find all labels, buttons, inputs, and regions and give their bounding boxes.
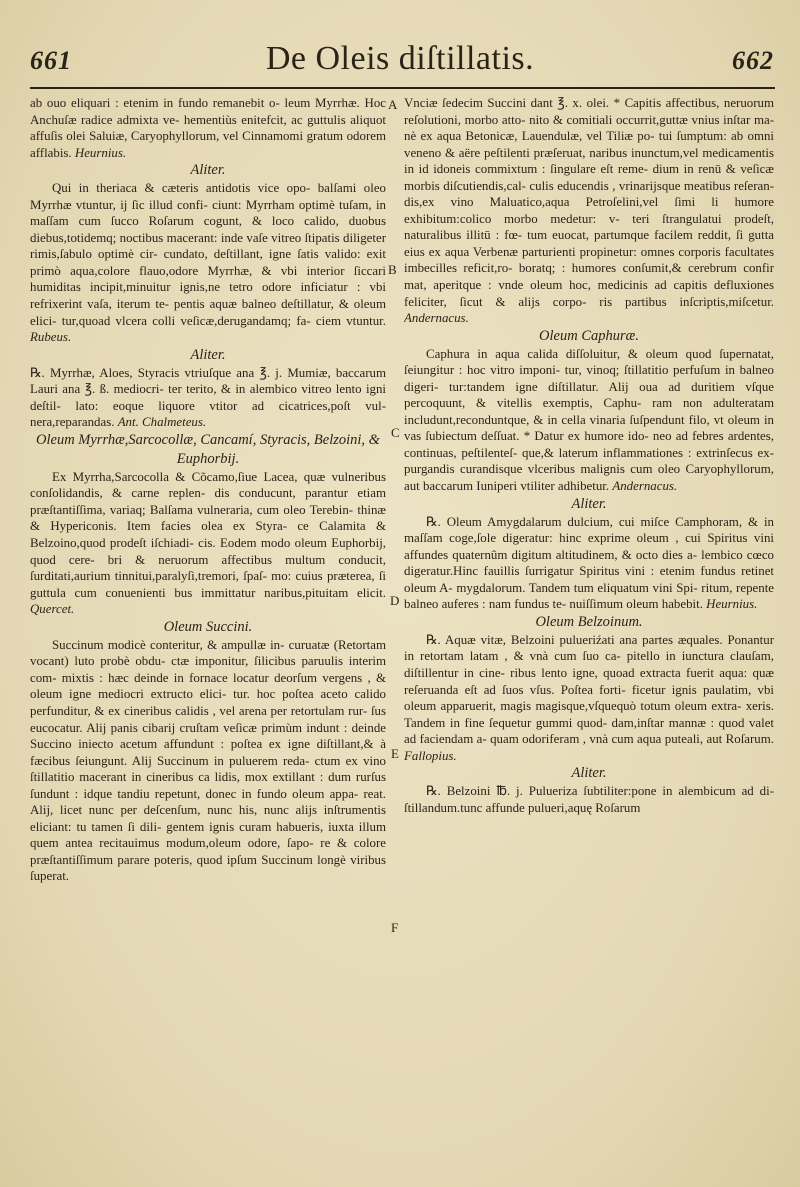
header-rule [30, 87, 775, 89]
section-heading: Oleum Caphuræ. [539, 327, 639, 344]
section-heading: Aliter. [190, 162, 226, 179]
section-heading: Oleum Succini. [163, 618, 253, 635]
page-number-left: 661 [30, 46, 72, 75]
running-title: De Oleis diſtillatis. [265, 40, 535, 77]
paragraph: Succinum modicè conteritur, & ampullæ in- curuatæ (Retortam vocant) luto probè obdu- ctæ imponitur, ſilicibus paruulis interim com- mixtis : hæc deinde in fornace locatur deorſum vergens , & oleum igne mediocri extructo elici- tur. hoc poſtea aceto calido perfunditur, & ex cineribus calidis , vel arena per retortulam rur- ſus eucocatur. Alij panis cibarij cruſtam veſicæ primùm indunt : deinde Succino iniecto acetum affundunt : poſtea ex igne diſtillant,& à fæcibus ſeiungunt. Alij Succinum in puluerem reda- ctum ex vino ſtillatitio macerant in cineribus ca lidis, mox extillant : dum rurſus ſundunt : idque tandiu repetunt, donec in fundo oleum appa- reat. Alij, licet nunc per deſcenſum, nunc his, nunc alijs inſtrumentis eliciant: tu tamen ſi dili- gentem ignis curam habueris, iuxta illum quem antea recitauimus modum,oleum odore, ſapo- re & colore præſtantiſſimum parare poteris, quod ipſum Succinum longè viribus ſuperat. [30, 637, 386, 884]
paragraph: Vnciæ ſedecim Succini dant ℥. x. olei. * Capitis affectibus, neruorum reſolutioni, morbo atto- nito & comitiali occurrit,guttæ vnius inſtar ma- nè ex aqua Betonicæ, Lauendulæ, vel Tiliæ po- tui ſumptum: ab omni veneno & aëre peſtilenti præſeruat, naribus inunctum,vel medicamentis in id idoneis commixtum : ſingulare eſt reme- dium in renū & veſicæ morbis diſcutiendis,cal- culis educendis , vrinarijsque meatibus reſeran- dis,ex vino Maluatico,aqua Petroſelini,vel ſimi li humore exhibitum:colico morbo medetur: v- teri ſtrangulatui prodeſt, naturalibus illitū : fœ- tum euocat, partumque facilem reddit, ſi gutta eius ex aqua Verbenæ parturienti propinetur: omnes corporis facultates imbecilles reficit,ro- boratq; : humores conſumit,& cerebrum confir mat, aperitque : vnde oleum hoc, medicinis ad capitis defluxiones feliciter, ſicut & alijs corpo- ris partibus inſcriptis,miſcetur. Andernacus. [404, 96, 774, 326]
paragraph: Qui in theriaca & cæteris antidotis vice opo- balſami oleo Myrrhæ vtuntur, ij ſic illud confi- ciunt: Myrrham optimè tuſam, in maſſam cum ſucco Roſarum cogunt, & loco calido, duobus diebus,totidemq; noctibus macerant: inde vaſe vitreo ſtipatis diligeter rimis,ſabulo optimè cir- cundato, deſtillant, igne ſatis valido: exit primò aqua,colore flauo,odore Myrrhæ, & vbi interior ſiccari humiditas incipit,minuitur ignis,ne tetro odore inficiatur : vbi refrixerint vaſa, iterum te- pentis aquæ balneo deſtillatur, & oleum elici- tur,quoad vlcera colli veſicæ,derugandamq; fa- ciem vtuntur. Rubeus. [30, 181, 386, 345]
section-heading: Aliter. [190, 346, 226, 363]
paragraph: ℞. Aquæ vitæ, Belzoini pulueriźati ana partes æquales. Ponantur in retortam latam , & vnà cum ſuo ca- pitello in iunctura clauſam, diſtillentur in cine- ribus lento igne, quoad extracta fuerit aqua: quæ reſeruanda eſt ad ſuos vſus. Poſtea forti- ficetur ignis paulatim, vbi oleum apparuerit, magis magisque,vſquequò totum oleum extra- xeris. Tandem in fine ſequetur gummi quod- dam,inſtar mannæ : quod valet ad faciendam a- quam odoriferam , vnà cum aqua puteali, aut Roſarum. Fallopius. [404, 632, 774, 763]
paragraph: Ex Myrrha,Sarcocolla & Cõcamo,ſiue Lacea, quæ vulneribus conſolidandis, & carne replen- dis conducunt, parantur etiam præſtantiſſima, variaq; Balſama vulneraria, cum oleo Terebin- thinæ & Hypericonis. Item facies olea ex Styra- ce Calamita & Belzoino,quod prodeſt iſchiadi- cis. Eodem modo oleum Euphorbij, quod cere- bri & neruorum affectibus multum conducit, ſurditati,aurium tinnitui,paralyſi,tremori, ſpaſ- mo: cuius præterea, ſi guttula cum conuenienti bus immittatur naribus,pituitam elicit. Quercet. [30, 469, 386, 617]
source-citation: Ant. Chalmeteus. [117, 415, 207, 430]
source-citation: Quercet. [30, 602, 75, 617]
section-heading: Aliter. [571, 765, 607, 782]
source-citation: Andernacus. [612, 479, 678, 494]
paragraph: ℞. Myrrhæ, Aloes, Styracis vtriuſque ana ℥. j. Mumiæ, baccarum Lauri ana ℥. ß. mediocri- ter terito, & in alembico vitreo lento igni deſtil- lato: eoque liquore vtitor ad cicatrices,poſt vul- nera,reparandas. Ant. Chalmeteus. [30, 365, 386, 430]
page-number-right: 662 [732, 46, 774, 75]
section-heading: Oleum Belzoinum. [535, 613, 643, 630]
margin-letter-d: D [390, 593, 400, 608]
source-citation: Andernacus. [404, 311, 469, 326]
source-citation: Heurnius. [74, 145, 127, 160]
right-column [404, 95, 774, 1115]
paragraph: Caphura in aqua calida diſſoluitur, & oleum quod ſupernatat, ſeiungitur : hoc vitro imponi- tur, vinoq; ſtillatitio perfuſum in balneo digeri- tur:tandem igne diſtillatur. Alij oua ad duritiem vſque percoquunt, & vitellis exemptis, Caphu- ram non adulteratam includunt,reconduntque, & in cella vinaria ſuſpendunt filo, vt oleum in vas ſubiectum deſſuat. * Datur ex humore ido- neo ad febres ardentes, continuas, peſtilenteſ- que,& laterum inflammationes : extrinſecus ex- purgandis curandisque vlceribus malignis cum oleo Caryophyllorum, aut baccarum Iuniperi vtiliter adhibetur. Andernacus. [404, 346, 774, 494]
paragraph: ℞. Belzoini ℔. j. Puluerizа ſubtiliter:pone in alembicum ad di- ſtillandum.tunc affunde pulueri,aquę Roſarum [404, 784, 774, 815]
left-column [30, 95, 386, 1115]
source-citation: Fallopius. [404, 748, 457, 763]
page-header [0, 40, 800, 90]
source-citation: Rubeus. [30, 330, 72, 345]
section-heading: Aliter. [571, 495, 607, 512]
source-citation: Heurnius. [706, 597, 758, 612]
margin-letter-e: E [391, 746, 399, 761]
margin-letter-b: B [388, 262, 397, 277]
margin-letter-a: A [388, 97, 398, 112]
section-heading: Oleum Myrrhæ,Sarcocollæ, Cancamí, Styracis, Belzoini, & Euphorbij. [36, 431, 380, 467]
paragraph: ab ouo eliquari : etenim in fundo remanebit o- leum Myrrhæ. Hoc Anchuſæ radice admixta ve- hementiùs enitefcit, ac guttulis aliquot affuſis olei Saluiæ, Caryophyllorum, vel Cinnamomi gratum odorem afflabis. Heurnius. [30, 96, 386, 160]
margin-letter-f: F [391, 920, 399, 935]
margin-letter-c: C [391, 425, 400, 440]
paragraph: ℞. Oleum Amygdalarum dulcium, cui miſce Camphoram, & in maſſam coge,ſole digeratur: hinc exprime oleum , cui Spiritus vini affundes quaternûm digitum altitudinem, & octo dies a- lembico cœco digeratur.Hinc fauillis ſurrigatur Spiritus vini : etenim fundus retinet oleum A- mygdalorum. Tandem tum eliquatum vini Spi- ritum, repente balneo auferes : nam fundus te- nuiſſimum oleum habebit. Heurnius. [404, 514, 774, 612]
